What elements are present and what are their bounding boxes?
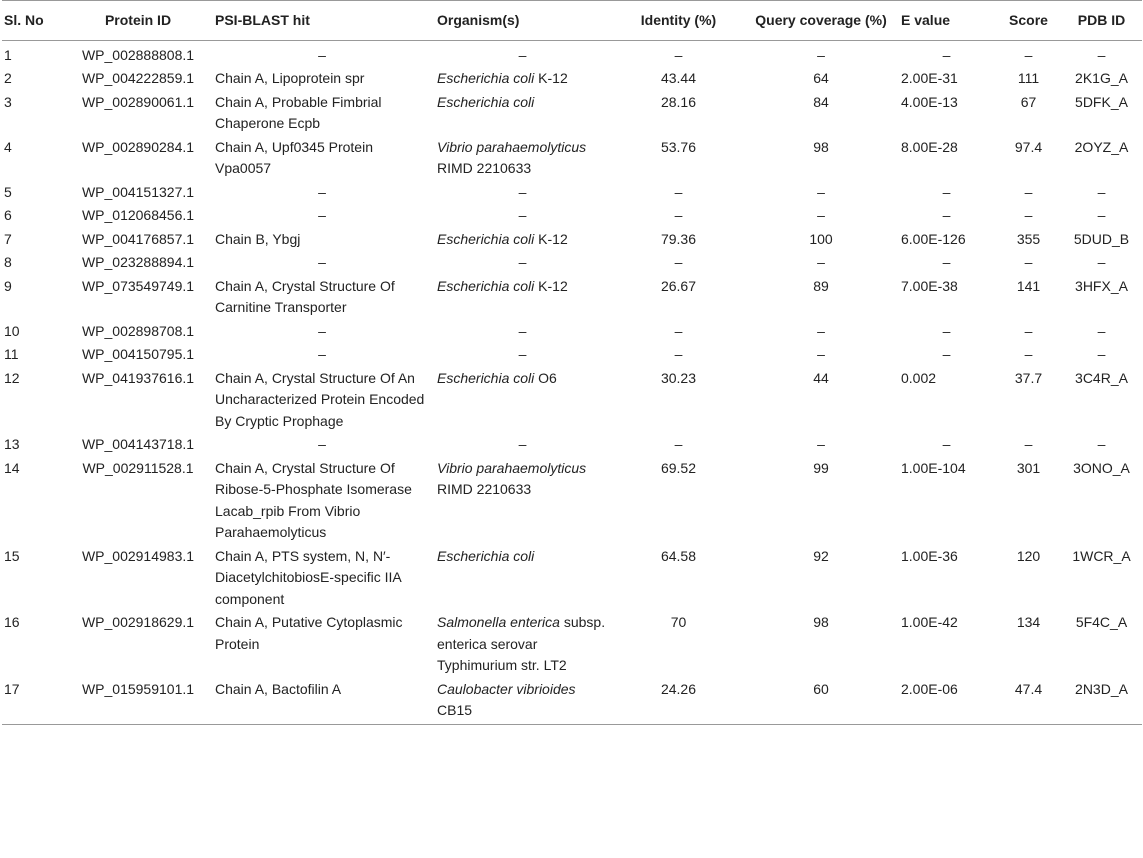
cell-psi-blast-hit: Chain A, Upf0345 Protein Vpa0057 <box>215 138 373 176</box>
cell-psi-blast-hit: Chain A, Lipoprotein spr <box>215 70 365 86</box>
cell-score: – <box>1024 46 1033 63</box>
cell-protein-id: WP_002898708.1 <box>81 322 195 339</box>
organism-species-name: Escherichia coli <box>437 70 535 86</box>
cell-pdb-id: – <box>1097 346 1106 362</box>
organism-species-name: Escherichia coli <box>437 93 535 110</box>
cell-sl-no: 16 <box>4 614 20 630</box>
cell-query-coverage: 100 <box>809 230 833 247</box>
cell-psi-blast-hit: – <box>318 183 326 200</box>
header-pdb-id: PDB ID <box>1061 1 1142 41</box>
cell-pdb-id: 2N3D_A <box>1061 679 1142 725</box>
cell-query-coverage: – <box>817 183 825 200</box>
cell-identity: – <box>674 183 683 200</box>
organism-strain: K-12 <box>534 230 568 247</box>
cell-organism <box>433 612 612 679</box>
cell-score: 141 <box>1016 277 1041 294</box>
cell-pdb-id: – <box>1097 183 1106 200</box>
cell-identity: 79.36 <box>660 230 697 247</box>
cell-identity: – <box>674 254 683 270</box>
table-row <box>2 252 1142 276</box>
cell-sl-no: 6 <box>4 207 12 223</box>
cell-protein-id: WP_002918629.1 <box>81 614 195 630</box>
cell-pdb-id: – <box>1097 254 1106 270</box>
cell-psi-blast-hit: – <box>318 207 326 223</box>
header-sl-no: Sl. No <box>2 1 65 41</box>
organism-strain: RIMD 2210633 <box>437 160 532 176</box>
cell-score: – <box>1024 322 1033 339</box>
cell-psi-blast-hit: Chain A, Putative Cytoplasmic Protein <box>215 614 403 652</box>
cell-identity: 24.26 <box>612 679 745 725</box>
cell-protein-id: WP_002914983.1 <box>81 547 195 564</box>
cell-protein-id: WP_002890061.1 <box>81 93 195 110</box>
cell-identity: 26.67 <box>660 277 697 294</box>
cell-e-value: – <box>942 346 951 362</box>
organism-strain: CB15 <box>437 702 473 718</box>
cell-protein-id: WP_004150795.1 <box>81 346 195 362</box>
cell-psi-blast-hit: Chain A, PTS system, N, N′-DiacetylchitobiosE-specific IIA component <box>215 547 401 607</box>
organism-strain: RIMD 2210633 <box>437 481 532 497</box>
cell-query-coverage: 92 <box>813 547 829 564</box>
cell-organism <box>433 137 612 182</box>
organism-species-name: Salmonella enterica <box>437 614 560 630</box>
cell-sl-no: 1 <box>4 46 12 63</box>
cell-e-value: 2.00E-31 <box>901 70 958 86</box>
cell-psi-blast-hit: – <box>318 436 326 452</box>
organism-strain: O6 <box>534 369 557 386</box>
cell-query-coverage: – <box>817 346 825 362</box>
cell-query-coverage: – <box>817 436 825 452</box>
cell-sl-no: 5 <box>4 183 12 200</box>
cell-e-value: – <box>942 207 951 223</box>
cell-identity: 70 <box>670 614 687 630</box>
cell-score: – <box>1024 436 1033 452</box>
cell-pdb-id: 5DUD_B <box>1073 230 1130 247</box>
cell-sl-no: 2 <box>4 70 12 86</box>
cell-query-coverage: 99 <box>813 459 829 476</box>
cell-sl-no: 13 <box>4 436 20 452</box>
cell-score: – <box>1024 346 1033 362</box>
cell-query-coverage: 84 <box>813 93 829 110</box>
table-row <box>2 546 1142 613</box>
cell-protein-id: WP_012068456.1 <box>81 207 195 223</box>
cell-psi-blast-hit: – <box>318 254 326 270</box>
cell-pdb-id: 1WCR_A <box>1072 547 1131 564</box>
header-e-value: E value <box>897 1 996 41</box>
cell-e-value: 4.00E-13 <box>901 93 958 110</box>
organism-species-name: Escherichia coli <box>437 369 535 386</box>
cell-organism: – <box>518 436 527 452</box>
cell-e-value: 8.00E-28 <box>901 138 958 155</box>
cell-e-value: 7.00E-38 <box>901 277 958 294</box>
cell-pdb-id: – <box>1097 46 1106 63</box>
header-row <box>2 1 1142 41</box>
cell-protein-id: WP_004143718.1 <box>81 436 195 452</box>
cell-sl-no: 17 <box>2 679 65 725</box>
header-organisms: Organism(s) <box>433 1 612 41</box>
cell-e-value: – <box>942 254 951 270</box>
cell-protein-id: WP_004151327.1 <box>81 183 195 200</box>
cell-organism <box>433 368 612 435</box>
cell-score: 97.4 <box>1014 138 1043 155</box>
organism-species-name: Escherichia coli <box>437 277 535 294</box>
table-row <box>2 344 1142 368</box>
table-row <box>2 276 1142 321</box>
cell-psi-blast-hit: – <box>318 322 326 339</box>
header-score: Score <box>996 1 1061 41</box>
organism-species-name: Escherichia coli <box>437 547 535 564</box>
cell-query-coverage: – <box>817 207 825 223</box>
table-row <box>2 137 1142 182</box>
cell-e-value: – <box>942 183 951 200</box>
cell-identity: 64.58 <box>660 547 697 564</box>
psi-blast-results-table <box>2 0 1142 725</box>
cell-identity: – <box>674 322 683 339</box>
cell-sl-no: 3 <box>4 93 12 110</box>
cell-query-coverage: 60 <box>745 679 897 725</box>
cell-query-coverage: – <box>817 254 825 270</box>
cell-identity: 28.16 <box>660 93 697 110</box>
cell-protein-id: WP_041937616.1 <box>81 369 195 386</box>
cell-identity: – <box>674 346 683 362</box>
cell-score: 47.4 <box>996 679 1061 725</box>
cell-psi-blast-hit: Chain A, Probable Fimbrial Chaperone Ecpb <box>215 93 382 131</box>
table-row <box>2 205 1142 229</box>
cell-organism: – <box>518 183 527 200</box>
cell-identity: – <box>674 207 683 223</box>
cell-sl-no: 12 <box>4 369 20 386</box>
cell-score: 67 <box>1020 93 1037 110</box>
table-row <box>2 612 1142 679</box>
cell-e-value: – <box>942 322 951 339</box>
cell-protein-id: WP_023288894.1 <box>81 254 195 270</box>
organism-strain: K-12 <box>534 277 568 294</box>
cell-protein-id: WP_002888808.1 <box>81 46 195 63</box>
cell-sl-no: 10 <box>4 322 20 339</box>
cell-e-value: 0.002 <box>901 369 937 386</box>
cell-organism <box>433 92 612 137</box>
header-protein-id: Protein ID <box>65 1 211 41</box>
cell-pdb-id: 2K1G_A <box>1075 70 1128 86</box>
header-query-coverage: Query coverage (%) <box>745 1 897 41</box>
cell-score: 120 <box>1016 547 1041 564</box>
cell-protein-id: WP_002911528.1 <box>82 459 194 476</box>
cell-organism: – <box>518 254 527 270</box>
header-psi-blast-hit: PSI-BLAST hit <box>211 1 433 41</box>
cell-identity: – <box>674 46 683 63</box>
table-row <box>2 434 1142 458</box>
cell-protein-id: WP_073549749.1 <box>81 277 195 294</box>
organism-species-name: Vibrio parahaemolyticus <box>437 459 587 476</box>
cell-pdb-id: – <box>1097 322 1106 339</box>
cell-pdb-id: 5F4C_A <box>1075 614 1128 630</box>
cell-pdb-id: 5DFK_A <box>1075 93 1128 110</box>
cell-pdb-id: – <box>1097 207 1106 223</box>
cell-psi-blast-hit: Chain A, Crystal Structure Of Carnitine Transporter <box>215 277 395 315</box>
cell-score: 301 <box>1016 459 1041 476</box>
cell-identity: 30.23 <box>660 369 697 386</box>
cell-psi-blast-hit: – <box>318 346 326 362</box>
organism-species-name: Vibrio parahaemolyticus <box>437 138 587 155</box>
cell-query-coverage: 44 <box>813 369 829 386</box>
cell-score: – <box>1024 207 1033 223</box>
cell-pdb-id: 3C4R_A <box>1075 369 1128 386</box>
cell-sl-no: 7 <box>4 230 12 247</box>
cell-protein-id: WP_004222859.1 <box>81 70 195 86</box>
cell-e-value: 1.00E-104 <box>901 459 966 476</box>
cell-organism: – <box>518 46 527 63</box>
table-row <box>2 679 1142 725</box>
cell-score: – <box>1024 254 1033 270</box>
table-row <box>2 229 1142 253</box>
table-row <box>2 368 1142 435</box>
cell-e-value: 2.00E-06 <box>897 679 996 725</box>
cell-score: 37.7 <box>1014 369 1043 386</box>
cell-score: – <box>1024 183 1033 200</box>
cell-organism <box>433 68 612 92</box>
cell-e-value: 1.00E-42 <box>901 614 958 630</box>
header-identity: Identity (%) <box>612 1 745 41</box>
table-row <box>2 92 1142 137</box>
organism-strain: K-12 <box>534 70 568 86</box>
cell-organism <box>433 546 612 613</box>
cell-pdb-id: 3ONO_A <box>1073 459 1130 476</box>
cell-query-coverage: 64 <box>813 70 829 86</box>
table-row <box>2 182 1142 206</box>
organism-strain: subsp. enterica serovar Typhimurium str. LT2 <box>437 614 606 673</box>
cell-sl-no: 14 <box>4 459 20 476</box>
cell-score: 134 <box>1016 614 1041 630</box>
cell-organism <box>433 229 612 253</box>
cell-organism <box>433 679 612 725</box>
cell-psi-blast-hit: Chain A, Crystal Structure Of An Uncharacterized Protein Encoded By Cryptic Prophage <box>215 369 425 429</box>
cell-organism <box>433 458 612 546</box>
cell-e-value: 1.00E-36 <box>901 547 958 564</box>
organism-species-name: Caulobacter vibrioides <box>437 680 576 697</box>
cell-psi-blast-hit: Chain A, Crystal Structure Of Ribose-5-Phosphate Isomerase Lacab_rpib From Vibrio Parahaemolyticus <box>215 459 412 540</box>
cell-psi-blast-hit: Chain A, Bactofilin A <box>211 679 433 725</box>
cell-sl-no: 11 <box>4 346 19 362</box>
table-body <box>2 40 1142 724</box>
cell-psi-blast-hit: – <box>318 46 326 63</box>
cell-e-value: – <box>942 46 951 63</box>
cell-query-coverage: 89 <box>813 277 829 294</box>
table-row <box>2 321 1142 345</box>
cell-sl-no: 15 <box>4 547 20 564</box>
cell-query-coverage: 98 <box>813 138 829 155</box>
organism-species-name: Escherichia coli <box>437 230 535 247</box>
cell-score: 355 <box>1016 230 1041 247</box>
table-row <box>2 68 1142 92</box>
cell-e-value: – <box>942 436 951 452</box>
cell-sl-no: 9 <box>4 277 12 294</box>
cell-organism: – <box>518 207 527 223</box>
cell-identity: 69.52 <box>660 459 697 476</box>
cell-identity: – <box>674 436 683 452</box>
cell-organism: – <box>518 346 527 362</box>
cell-protein-id: WP_015959101.1 <box>65 679 211 725</box>
cell-query-coverage: – <box>817 46 825 63</box>
cell-psi-blast-hit: Chain B, Ybgj <box>215 230 301 247</box>
cell-protein-id: WP_002890284.1 <box>81 138 195 155</box>
cell-score: 111 <box>1017 70 1040 86</box>
cell-e-value: 6.00E-126 <box>901 230 966 247</box>
cell-identity: 43.44 <box>660 70 697 86</box>
cell-organism <box>433 276 612 321</box>
cell-protein-id: WP_004176857.1 <box>81 230 195 247</box>
cell-sl-no: 4 <box>4 138 12 155</box>
cell-pdb-id: – <box>1097 436 1106 452</box>
cell-sl-no: 8 <box>4 254 12 270</box>
cell-pdb-id: 2OYZ_A <box>1074 138 1129 155</box>
cell-identity: 53.76 <box>660 138 697 155</box>
cell-query-coverage: 98 <box>813 614 829 630</box>
table-row <box>2 40 1142 68</box>
table-row <box>2 458 1142 546</box>
cell-organism: – <box>518 322 527 339</box>
cell-query-coverage: – <box>817 322 825 339</box>
cell-pdb-id: 3HFX_A <box>1075 277 1128 294</box>
